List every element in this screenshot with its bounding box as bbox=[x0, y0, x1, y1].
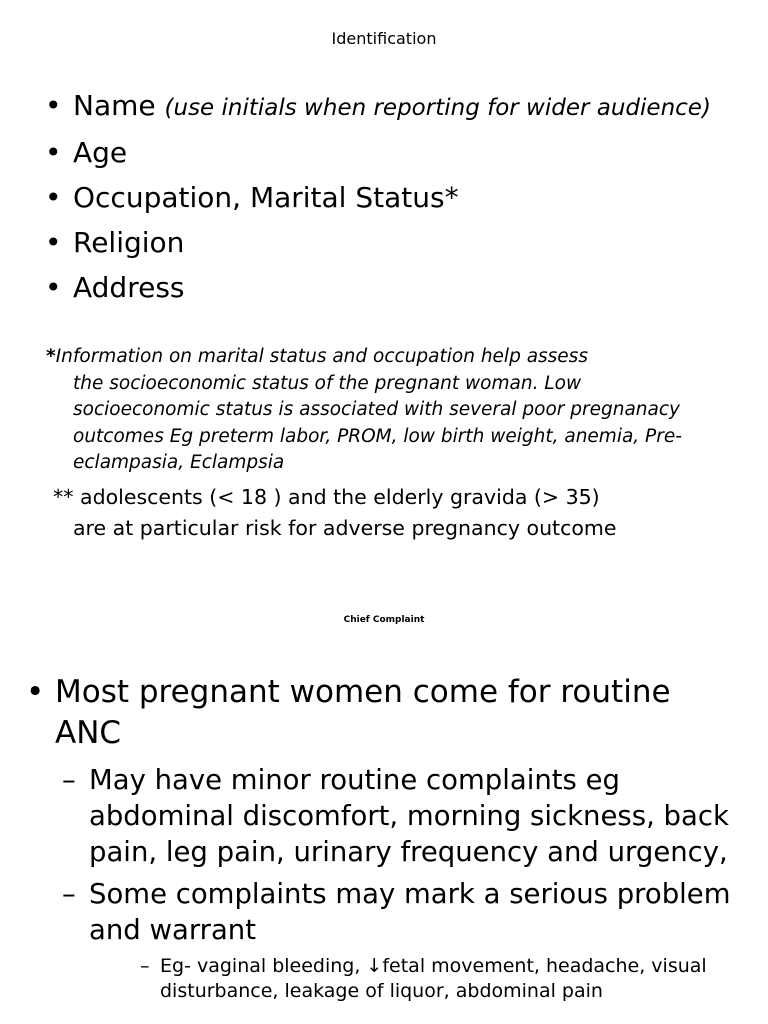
name-label: Name bbox=[73, 89, 156, 122]
marital-status-footnote bbox=[46, 344, 706, 477]
identification-title: Identification bbox=[331, 29, 437, 48]
list-item-address: • Address bbox=[0, 270, 740, 305]
cc-main-item: • Most pregnant women come for routine ANC bbox=[0, 672, 740, 754]
footnote-line1-text: Information on marital status and occupation help assess bbox=[55, 346, 588, 367]
chief-complaint-list bbox=[0, 672, 740, 1004]
list-item-age: • Age bbox=[0, 135, 740, 170]
list-item-name bbox=[0, 88, 740, 125]
cc-subsub-item-examples: – Eg- vaginal bleeding, ↓fetal movement, headache, visual disturbance, leakage of liquor, abdominal pain bbox=[0, 954, 740, 1004]
list-item-religion: • Religion bbox=[0, 225, 740, 260]
cc-sub-item-serious: – Some complaints may mark a serious problem and warrant bbox=[0, 876, 740, 948]
name-note: (use initials when reporting for wider audience) bbox=[164, 95, 711, 121]
footnote-star: * bbox=[46, 346, 56, 367]
identification-list bbox=[0, 88, 740, 315]
chief-complaint-title: Chief Complaint bbox=[343, 615, 425, 625]
age-risk-note bbox=[53, 482, 733, 544]
note2-rest: are at particular risk for adverse pregnancy outcome bbox=[73, 516, 617, 540]
note2-line1: ** adolescents (< 18 ) and the elderly gravida (> 35) bbox=[53, 485, 600, 509]
footnote-line1 bbox=[46, 344, 706, 371]
cc-sub-item-minor: – May have minor routine complaints eg abdominal discomfort, morning sickness, back pain, leg pain, urinary frequency and urgency, bbox=[0, 762, 740, 870]
footnote-rest: the socioeconomic status of the pregnant woman. Low socioeconomic status is associated with several poor pregnanacy outcomes Eg preterm labor, PROM, low birth weight, anemia, Pre-eclampasia, Eclampsia bbox=[73, 372, 682, 473]
list-item-occupation: • Occupation, Marital Status* bbox=[0, 180, 740, 215]
